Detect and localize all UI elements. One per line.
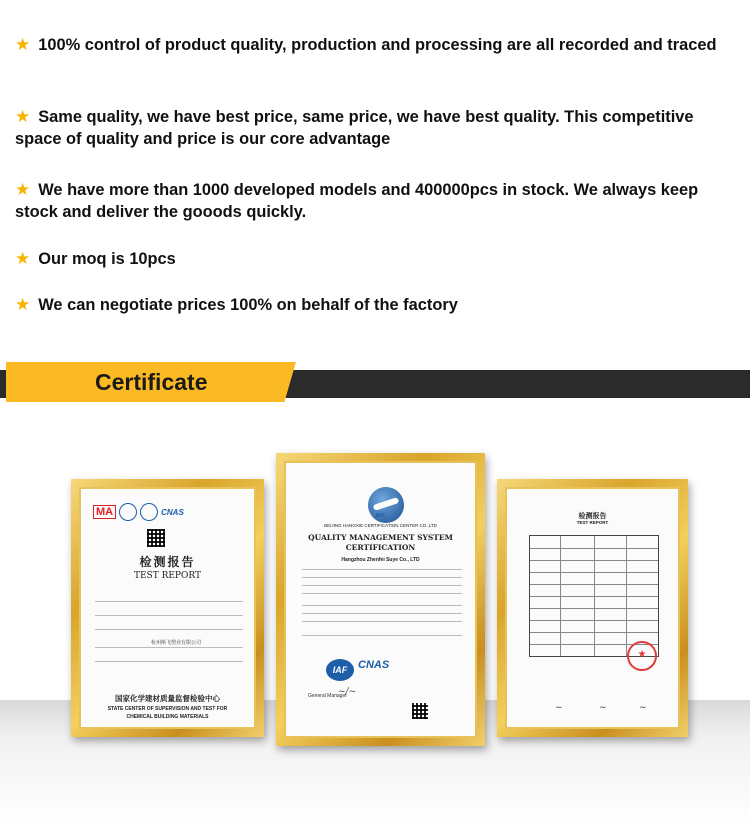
star-icon: ★	[15, 107, 31, 126]
selling-point-stock: ★ We have more than 1000 developed models and 400000pcs in stock. We always keep stock and deliver the gooods quickly.	[15, 180, 699, 221]
certificate-holder: Hangzhou Zhenfei Suye Co., LTD	[341, 557, 420, 563]
company-name: 杭州斯飞塑业有限公司	[151, 640, 202, 646]
certificate-test-report	[79, 487, 256, 729]
seal-icon	[119, 503, 137, 521]
signature-image: ~/~	[338, 687, 357, 697]
section-title: Certificate	[95, 369, 208, 395]
qr-code-icon	[147, 529, 165, 547]
star-icon: ★	[15, 35, 31, 54]
star-icon: ★	[15, 295, 31, 314]
certificate-test-report-table	[505, 487, 680, 729]
cnas-logo: CNAS	[161, 507, 184, 517]
signature-image: ~	[599, 703, 607, 713]
test-result-table	[529, 535, 659, 657]
report-title-cn: 检测报告	[139, 555, 196, 569]
org-name-en-line1: STATE CENTER OF SUPERVISION AND TEST FOR	[107, 706, 228, 712]
star-icon: ★	[15, 180, 31, 199]
avc-logo-label: AVC	[375, 513, 386, 519]
selling-point-negotiate: ★ We can negotiate prices 100% on behalf of the factory	[15, 295, 458, 314]
certificate-frame-test-report	[71, 479, 264, 737]
certificate-quality-management	[284, 461, 477, 738]
certificate-section-header	[0, 362, 750, 402]
certificate-frame-test-report-2	[497, 479, 688, 737]
report-title-en: TEST REPORT	[133, 571, 201, 581]
report-title-cn: 检测报告	[578, 511, 607, 520]
certification-center-name: BEIJING HANGXIE CERTIFICATION CENTER CO.,LTD	[324, 523, 437, 528]
official-seal-stamp: ★	[627, 641, 657, 671]
certificate-frame-quality-management	[276, 453, 485, 746]
certificate-title-line2: CERTIFICATION	[345, 543, 416, 552]
signature-image: ~	[639, 703, 647, 713]
selling-point-moq: ★ Our moq is 10pcs	[15, 249, 176, 268]
org-name-en-line2: CHEMICAL BUILDING MATERIALS	[126, 714, 209, 720]
certificate-title-line1: QUALITY MANAGEMENT SYSTEM	[308, 533, 453, 542]
accreditation-logos	[93, 503, 184, 521]
iaf-logo: IAF	[326, 659, 354, 681]
selling-point-quality-control: ★ 100% control of product quality, production and processing are all recorded and traced	[15, 35, 717, 54]
ma-logo: MA	[93, 505, 116, 519]
selling-point-price-quality: ★ Same quality, we have best price, same price, we have best quality. This competitive space of quality and price is our core advantage	[15, 107, 694, 148]
signature-image: ~	[555, 703, 563, 713]
qr-code-icon	[412, 703, 428, 719]
cnas-logo: CNAS	[358, 659, 390, 671]
signer-title: General Manager	[308, 693, 347, 699]
seal-icon	[140, 503, 158, 521]
report-title-en: TEST REPORT	[576, 520, 609, 525]
org-name-cn: 国家化学建材质量监督检验中心	[115, 694, 220, 703]
star-icon: ★	[15, 249, 31, 268]
